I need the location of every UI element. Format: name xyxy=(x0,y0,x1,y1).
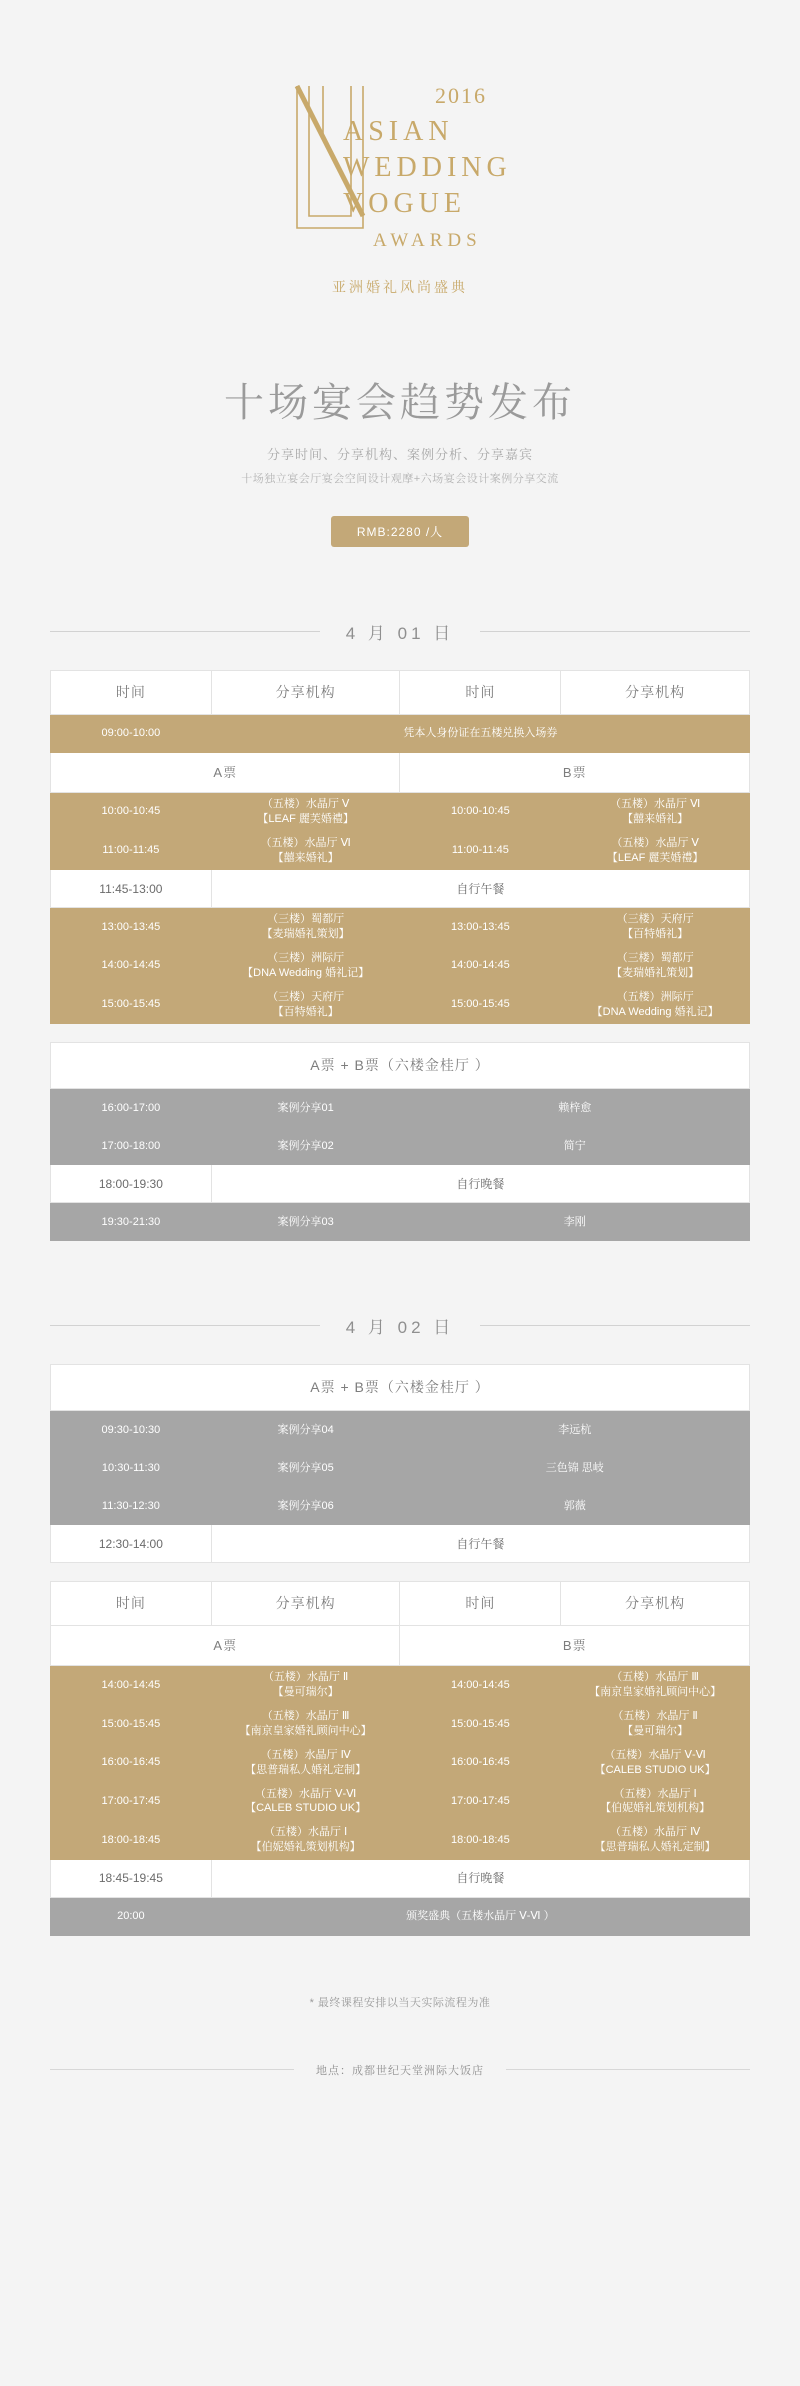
logo-line2: WEDDING xyxy=(343,152,512,183)
col-header-org-left: 分享机构 xyxy=(211,1582,400,1626)
day1-shared-table xyxy=(50,1042,750,1241)
session-time: 13:00-13:45 xyxy=(400,908,561,947)
table-row xyxy=(51,1782,750,1821)
table-row xyxy=(51,1743,750,1782)
checkin-text: 凭本人身份证在五楼兑换入场券 xyxy=(211,715,749,753)
session-speaker: 李远杭 xyxy=(400,1411,750,1449)
col-header-time-left: 时间 xyxy=(51,1582,212,1626)
awards-logo xyxy=(235,78,565,268)
divider-line-left xyxy=(50,631,320,632)
session-speaker: 赖梓愈 xyxy=(400,1089,750,1127)
table-row xyxy=(51,908,750,947)
session-topic: 案例分享06 xyxy=(211,1487,400,1525)
session-speaker: 李刚 xyxy=(400,1203,750,1241)
price-badge: RMB:2280 /人 xyxy=(331,516,469,547)
checkin-time: 09:00-10:00 xyxy=(51,715,212,753)
ceremony-text: 颁奖盛典（五楼水晶厅 Ⅴ-Ⅵ ） xyxy=(211,1897,749,1935)
logo-block xyxy=(0,0,800,297)
table-row xyxy=(51,1165,750,1203)
day2-ticket-a-label: A票 xyxy=(51,1626,400,1666)
table-row xyxy=(51,1705,750,1744)
table-row xyxy=(51,1859,750,1897)
logo-chinese-name: 亚洲婚礼风尚盛典 xyxy=(332,279,468,295)
table-row xyxy=(51,870,750,908)
session-time: 15:00-15:45 xyxy=(51,985,212,1024)
session-topic: 案例分享04 xyxy=(211,1411,400,1449)
session-org: （五楼）水晶厅 Ⅵ 【囍来婚礼】 xyxy=(211,831,400,870)
session-speaker: 郭薇 xyxy=(400,1487,750,1525)
table-row xyxy=(51,1365,750,1411)
venue-location: 地点：成都世纪天堂洲际大饭店 xyxy=(316,2064,484,2077)
session-time: 15:00-15:45 xyxy=(51,1705,212,1744)
day1-ticket-b-label: B票 xyxy=(400,753,750,793)
session-org: （五楼）水晶厅 Ⅲ 【南京皇家婚礼顾问中心】 xyxy=(211,1705,400,1744)
session-org: （五楼）水晶厅 Ⅴ 【LEAF 麗芙婚禮】 xyxy=(561,831,750,870)
session-time: 15:00-15:45 xyxy=(400,1705,561,1744)
session-time: 17:00-17:45 xyxy=(51,1782,212,1821)
day1-shared-title: A票 + B票（六楼金桂厅 ） xyxy=(51,1043,750,1089)
session-time: 10:00-10:45 xyxy=(51,793,212,832)
logo-line4: AWARDS xyxy=(373,230,482,251)
session-time: 10:30-11:30 xyxy=(51,1449,212,1487)
headline-block xyxy=(0,371,800,547)
session-org: （五楼）水晶厅 Ⅱ 【曼可瑞尔】 xyxy=(211,1666,400,1705)
day1-ticket-a-label: A票 xyxy=(51,753,400,793)
session-time: 11:30-12:30 xyxy=(51,1487,212,1525)
table-header-row xyxy=(51,1582,750,1626)
table-row xyxy=(51,1043,750,1089)
table-row xyxy=(51,1127,750,1165)
session-org: （五楼）水晶厅 Ⅴ 【LEAF 麗芙婚禮】 xyxy=(211,793,400,832)
session-org: （五楼）洲际厅 【DNA Wedding 婚礼记】 xyxy=(561,985,750,1024)
table-row xyxy=(51,753,750,793)
table-row xyxy=(51,715,750,753)
logo-year: 2016 xyxy=(435,83,487,108)
session-time: 16:00-17:00 xyxy=(51,1089,212,1127)
session-org: （五楼）水晶厅 Ⅱ 【曼可瑞尔】 xyxy=(561,1705,750,1744)
table-row xyxy=(51,793,750,832)
session-time: 14:00-14:45 xyxy=(51,947,212,986)
day2-shared-title: A票 + B票（六楼金桂厅 ） xyxy=(51,1365,750,1411)
table-row xyxy=(51,1487,750,1525)
session-org: （三楼）洲际厅 【DNA Wedding 婚礼记】 xyxy=(211,947,400,986)
table-row xyxy=(51,1411,750,1449)
session-org: （五楼）水晶厅 Ⅲ 【南京皇家婚礼顾问中心】 xyxy=(561,1666,750,1705)
lunch-text: 自行午餐 xyxy=(211,870,749,908)
session-org: （三楼）蜀都厅 【麦瑞婚礼策划】 xyxy=(211,908,400,947)
session-topic: 案例分享05 xyxy=(211,1449,400,1487)
session-time: 18:00-18:45 xyxy=(51,1821,212,1860)
col-header-time-right: 时间 xyxy=(400,671,561,715)
divider-line-left xyxy=(50,1325,320,1326)
day2-schedule-table xyxy=(50,1581,750,1935)
session-org: （五楼）水晶厅 Ⅴ-Ⅵ 【CALEB STUDIO UK】 xyxy=(211,1782,400,1821)
divider-line-left xyxy=(50,2069,294,2070)
session-time: 13:00-13:45 xyxy=(51,908,212,947)
table-row xyxy=(51,1089,750,1127)
session-org: （三楼）天府厅 【百特婚礼】 xyxy=(561,908,750,947)
session-topic: 案例分享03 xyxy=(211,1203,400,1241)
session-time: 14:00-14:45 xyxy=(400,947,561,986)
table-row xyxy=(51,831,750,870)
table-row xyxy=(51,985,750,1024)
logo-mark-icon xyxy=(235,78,565,268)
session-speaker: 简宁 xyxy=(400,1127,750,1165)
session-org: （五楼）水晶厅 Ⅵ 【囍来婚礼】 xyxy=(561,793,750,832)
col-header-org-right: 分享机构 xyxy=(561,1582,750,1626)
session-time: 11:00-11:45 xyxy=(51,831,212,870)
table-row xyxy=(51,1525,750,1563)
table-row xyxy=(51,1821,750,1860)
table-row xyxy=(51,1666,750,1705)
day1-date-label: 4 月 01 日 xyxy=(345,624,455,643)
col-header-time-left: 时间 xyxy=(51,671,212,715)
session-time: 18:00-18:45 xyxy=(400,1821,561,1860)
session-org: （五楼）水晶厅 Ⅳ 【思普瑞私人婚礼定制】 xyxy=(561,1821,750,1860)
footnote: * 最终课程安排以当天实际流程为准 xyxy=(309,1996,491,2009)
col-header-org-right: 分享机构 xyxy=(561,671,750,715)
dinner-text: 自行晚餐 xyxy=(211,1859,749,1897)
footer-divider xyxy=(50,2062,750,2078)
session-time: 14:00-14:45 xyxy=(400,1666,561,1705)
day2-date-label: 4 月 02 日 xyxy=(345,1318,455,1338)
session-time: 16:00-16:45 xyxy=(400,1743,561,1782)
session-time: 11:00-11:45 xyxy=(400,831,561,870)
table-row xyxy=(51,947,750,986)
day1-schedule-table xyxy=(50,670,750,1024)
session-org: （三楼）蜀都厅 【麦瑞婚礼策划】 xyxy=(561,947,750,986)
divider-line-right xyxy=(506,2069,750,2070)
lunch-time: 11:45-13:00 xyxy=(51,870,212,908)
dinner-text: 自行晚餐 xyxy=(211,1165,749,1203)
session-org: （五楼）水晶厅 Ⅳ 【思普瑞私人婚礼定制】 xyxy=(211,1743,400,1782)
session-org: （五楼）水晶厅 Ⅰ 【伯妮婚礼策划机构】 xyxy=(211,1821,400,1860)
session-speaker: 三色锦 思岐 xyxy=(400,1449,750,1487)
date-divider-day2 xyxy=(50,1313,750,1338)
session-time: 19:30-21:30 xyxy=(51,1203,212,1241)
divider-line-right xyxy=(480,631,750,632)
lunch-time: 12:30-14:00 xyxy=(51,1525,212,1563)
session-time: 17:00-17:45 xyxy=(400,1782,561,1821)
session-org: （五楼）水晶厅 Ⅴ-Ⅵ 【CALEB STUDIO UK】 xyxy=(561,1743,750,1782)
dinner-time: 18:00-19:30 xyxy=(51,1165,212,1203)
session-topic: 案例分享02 xyxy=(211,1127,400,1165)
logo-line1: ASIAN xyxy=(343,116,454,147)
col-header-org-left: 分享机构 xyxy=(211,671,400,715)
ceremony-time: 20:00 xyxy=(51,1897,212,1935)
table-header-row xyxy=(51,671,750,715)
lunch-text: 自行午餐 xyxy=(211,1525,749,1563)
date-divider-day1 xyxy=(50,619,750,644)
session-time: 16:00-16:45 xyxy=(51,1743,212,1782)
headline-subtitle-2: 十场独立宴会厅宴会空间设计观摩+六场宴会设计案例分享交流 xyxy=(241,473,559,485)
session-time: 10:00-10:45 xyxy=(400,793,561,832)
headline-subtitle-1: 分享时间、分享机构、案例分析、分享嘉宾 xyxy=(266,447,533,462)
table-row xyxy=(51,1626,750,1666)
session-time: 09:30-10:30 xyxy=(51,1411,212,1449)
day2-shared-table xyxy=(50,1364,750,1563)
col-header-time-right: 时间 xyxy=(400,1582,561,1626)
session-org: （三楼）天府厅 【百特婚礼】 xyxy=(211,985,400,1024)
divider-line-right xyxy=(480,1325,750,1326)
session-time: 14:00-14:45 xyxy=(51,1666,212,1705)
dinner-time: 18:45-19:45 xyxy=(51,1859,212,1897)
logo-line3: VOGUE xyxy=(343,188,466,219)
session-time: 15:00-15:45 xyxy=(400,985,561,1024)
table-row xyxy=(51,1449,750,1487)
session-time: 17:00-18:00 xyxy=(51,1127,212,1165)
session-topic: 案例分享01 xyxy=(211,1089,400,1127)
page-title: 十场宴会趋势发布 xyxy=(224,381,576,425)
session-org: （五楼）水晶厅 Ⅰ 【伯妮婚礼策划机构】 xyxy=(561,1782,750,1821)
table-row xyxy=(51,1897,750,1935)
table-row xyxy=(51,1203,750,1241)
day2-ticket-b-label: B票 xyxy=(400,1626,750,1666)
